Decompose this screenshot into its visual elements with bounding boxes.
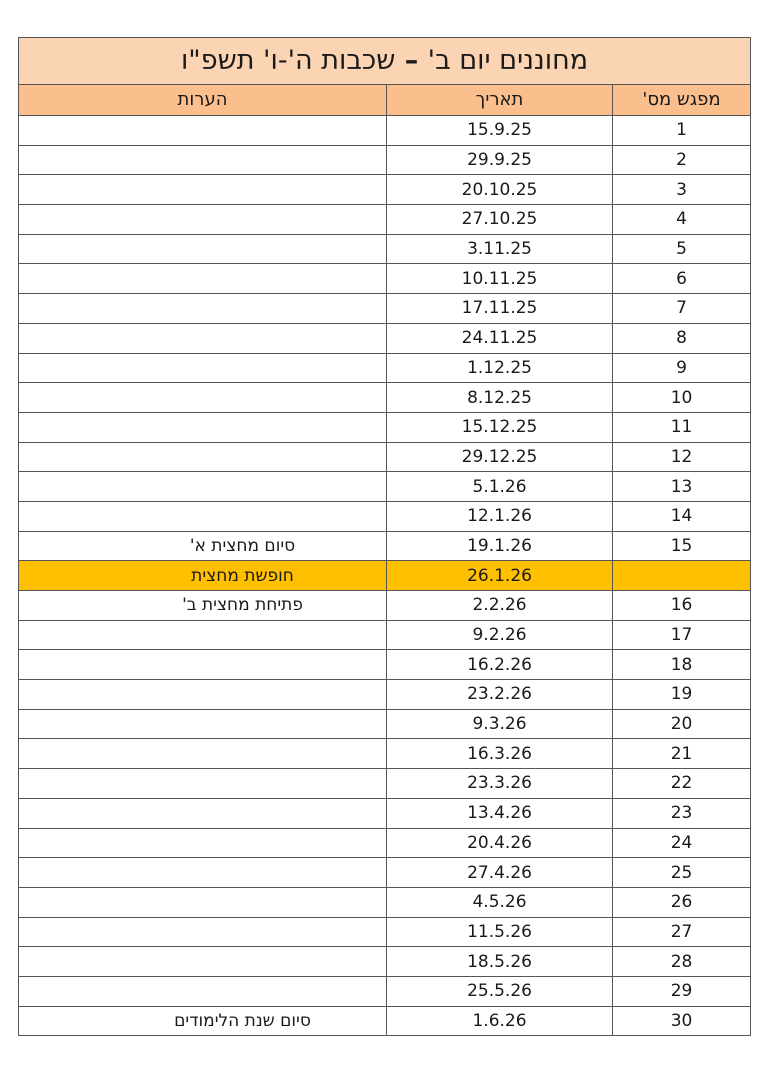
row-date: 12.1.26	[387, 501, 613, 531]
row-date: 11.5.26	[387, 917, 613, 947]
row-num: 9	[613, 353, 751, 383]
table-row	[19, 353, 751, 383]
row-num: 10	[613, 383, 751, 413]
title-rest: שכבות ה'-ו' תשפ"ו	[180, 45, 396, 76]
row-num: 28	[613, 947, 751, 977]
row-num: 17	[613, 620, 751, 650]
row-date: 23.3.26	[387, 769, 613, 799]
row-date: 20.10.25	[387, 175, 613, 205]
table-row	[19, 976, 751, 1006]
table-row	[19, 561, 751, 591]
row-num: 19	[613, 680, 751, 710]
row-date: 9.3.26	[387, 709, 613, 739]
row-num: 8	[613, 323, 751, 353]
row-notes	[19, 650, 387, 680]
row-notes	[19, 412, 387, 442]
table-row	[19, 234, 751, 264]
row-num: 6	[613, 264, 751, 294]
row-num: 4	[613, 205, 751, 235]
row-notes	[19, 145, 387, 175]
table-row	[19, 709, 751, 739]
table-row	[19, 205, 751, 235]
table-row	[19, 828, 751, 858]
row-notes	[19, 383, 387, 413]
table-row	[19, 739, 751, 769]
row-date: 23.2.26	[387, 680, 613, 710]
header-notes: הערות	[19, 85, 387, 116]
row-date: 27.10.25	[387, 205, 613, 235]
row-date: 9.2.26	[387, 620, 613, 650]
table-row	[19, 442, 751, 472]
row-num: 5	[613, 234, 751, 264]
row-num: 7	[613, 294, 751, 324]
row-notes	[19, 234, 387, 264]
title-main: מחוננים יום ב'	[427, 45, 589, 76]
title-dash: –	[395, 45, 428, 76]
row-notes	[19, 976, 387, 1006]
row-date: 15.12.25	[387, 412, 613, 442]
table-row	[19, 383, 751, 413]
row-notes	[19, 769, 387, 799]
row-notes	[19, 323, 387, 353]
table-row	[19, 1006, 751, 1036]
row-notes	[19, 620, 387, 650]
row-notes	[19, 828, 387, 858]
row-notes	[19, 264, 387, 294]
row-num: 30	[613, 1006, 751, 1036]
row-num: 24	[613, 828, 751, 858]
row-num: 20	[613, 709, 751, 739]
row-notes	[19, 353, 387, 383]
row-num: 22	[613, 769, 751, 799]
table-row	[19, 620, 751, 650]
row-date: 29.9.25	[387, 145, 613, 175]
header-row	[19, 85, 751, 116]
table-row	[19, 501, 751, 531]
row-date: 10.11.25	[387, 264, 613, 294]
row-num: 18	[613, 650, 751, 680]
row-notes	[19, 917, 387, 947]
row-date: 1.6.26	[387, 1006, 613, 1036]
row-num: 12	[613, 442, 751, 472]
table-row	[19, 798, 751, 828]
row-date: 16.2.26	[387, 650, 613, 680]
table-row	[19, 531, 751, 561]
row-num: 29	[613, 976, 751, 1006]
row-notes	[19, 947, 387, 977]
row-date: 2.2.26	[387, 591, 613, 621]
schedule-table	[18, 37, 751, 1036]
row-num	[613, 561, 751, 591]
table-row	[19, 116, 751, 146]
header-num: מפגש מס'	[613, 85, 751, 116]
table-title	[19, 38, 751, 85]
row-num: 11	[613, 412, 751, 442]
row-num: 3	[613, 175, 751, 205]
row-notes: סיום שנת הלימודים	[19, 1006, 387, 1036]
row-num: 14	[613, 501, 751, 531]
row-notes	[19, 116, 387, 146]
table-row	[19, 680, 751, 710]
table-row	[19, 917, 751, 947]
row-num: 15	[613, 531, 751, 561]
row-date: 29.12.25	[387, 442, 613, 472]
row-notes	[19, 175, 387, 205]
row-notes	[19, 709, 387, 739]
row-notes	[19, 472, 387, 502]
table-row	[19, 472, 751, 502]
table-row	[19, 591, 751, 621]
table-row	[19, 264, 751, 294]
row-date: 24.11.25	[387, 323, 613, 353]
table-row	[19, 294, 751, 324]
row-date: 1.12.25	[387, 353, 613, 383]
row-num: 26	[613, 887, 751, 917]
row-date: 26.1.26	[387, 561, 613, 591]
row-notes	[19, 205, 387, 235]
table-row	[19, 858, 751, 888]
row-num: 27	[613, 917, 751, 947]
row-num: 16	[613, 591, 751, 621]
row-notes: פתיחת מחצית ב'	[19, 591, 387, 621]
row-num: 13	[613, 472, 751, 502]
row-notes	[19, 798, 387, 828]
schedule-rows	[19, 116, 751, 1036]
row-num: 23	[613, 798, 751, 828]
table-row	[19, 175, 751, 205]
schedule-sheet	[18, 37, 750, 1036]
row-date: 5.1.26	[387, 472, 613, 502]
row-notes	[19, 294, 387, 324]
row-num: 25	[613, 858, 751, 888]
table-row	[19, 769, 751, 799]
table-row	[19, 887, 751, 917]
row-notes	[19, 501, 387, 531]
table-row	[19, 947, 751, 977]
header-date: תאריך	[387, 85, 613, 116]
row-date: 15.9.25	[387, 116, 613, 146]
title-row	[19, 38, 751, 85]
row-date: 27.4.26	[387, 858, 613, 888]
row-date: 19.1.26	[387, 531, 613, 561]
table-row	[19, 323, 751, 353]
row-date: 18.5.26	[387, 947, 613, 977]
row-notes: סיום מחצית א'	[19, 531, 387, 561]
row-date: 8.12.25	[387, 383, 613, 413]
row-date: 17.11.25	[387, 294, 613, 324]
row-notes	[19, 680, 387, 710]
row-num: 1	[613, 116, 751, 146]
row-notes: חופשת מחצית	[19, 561, 387, 591]
row-notes	[19, 739, 387, 769]
row-notes	[19, 442, 387, 472]
table-row	[19, 412, 751, 442]
row-notes	[19, 858, 387, 888]
row-num: 21	[613, 739, 751, 769]
row-date: 16.3.26	[387, 739, 613, 769]
table-row	[19, 145, 751, 175]
row-date: 4.5.26	[387, 887, 613, 917]
row-date: 25.5.26	[387, 976, 613, 1006]
row-date: 20.4.26	[387, 828, 613, 858]
row-num: 2	[613, 145, 751, 175]
table-row	[19, 650, 751, 680]
row-date: 3.11.25	[387, 234, 613, 264]
row-date: 13.4.26	[387, 798, 613, 828]
row-notes	[19, 887, 387, 917]
